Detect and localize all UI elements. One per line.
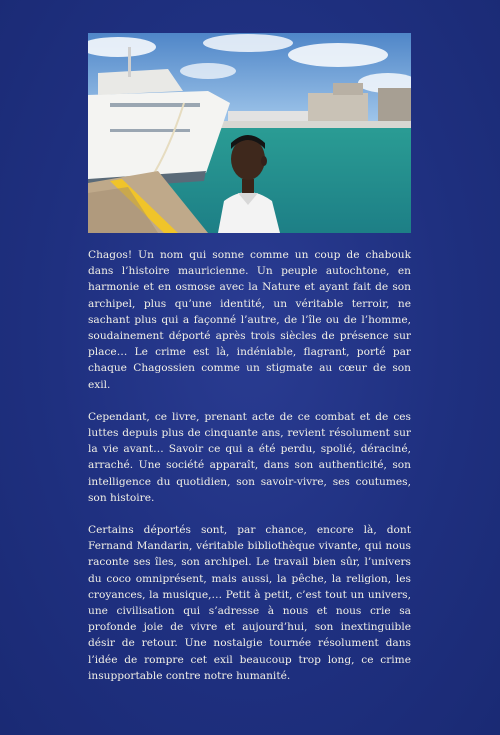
- blurb-paragraph-1: Chagos! Un nom qui sonne comme un coup de chabouk dans l’histoire mauricienne. Un peuple autochtone, en harmonie et en osmose avec la Nature et ayant fait de son archipel, plus qu’une identité, un véritable terroir, ne sachant plus qui a façonné l’autre, de l’île ou de l’homme, soudainement déporté après trois siècles de présence sur place… Le crime est là, indéniable, flagrant, porté par chaque Chagossien comme un stigmate au cœur de son exil.: [88, 249, 411, 391]
- photo-of-man-on-quay-beside-yacht-in-harbor-icon: [88, 33, 411, 233]
- blurb-paragraph-3: Certains déportés sont, par chance, encore là, dont Fernand Mandarin, véritable bibliothèque vivante, qui nous raconte ses îles, son archipel. Le travail bien sûr, l’univers du coco omniprésent, mais aussi, la pêche, la religion, les croyances, la musique,… Petit à petit, c’est tout un univers, une civilisation qui s’adresse à nous et nous crie sa profonde joie de vivre et aujourd’hui, son inextinguible désir de retour. Une nostalgie tournée résolument dans l’idée de rompre cet exil beaucoup trop long, ce crime insupportable contre notre humanité.: [88, 524, 411, 682]
- blurb-paragraph-2: Cependant, ce livre, prenant acte de ce combat et de ces luttes depuis plus de cinquante ans, revient résolument sur la vie avant… Savoir ce qui a été perdu, spolié, déraciné, arraché. Une société apparaît, dans son authenticité, son intelligence du quotidien, son savoir-vivre, ses coutumes, son histoire.: [88, 410, 411, 504]
- cover-photo: [88, 33, 411, 233]
- back-cover-blurb: [88, 247, 411, 700]
